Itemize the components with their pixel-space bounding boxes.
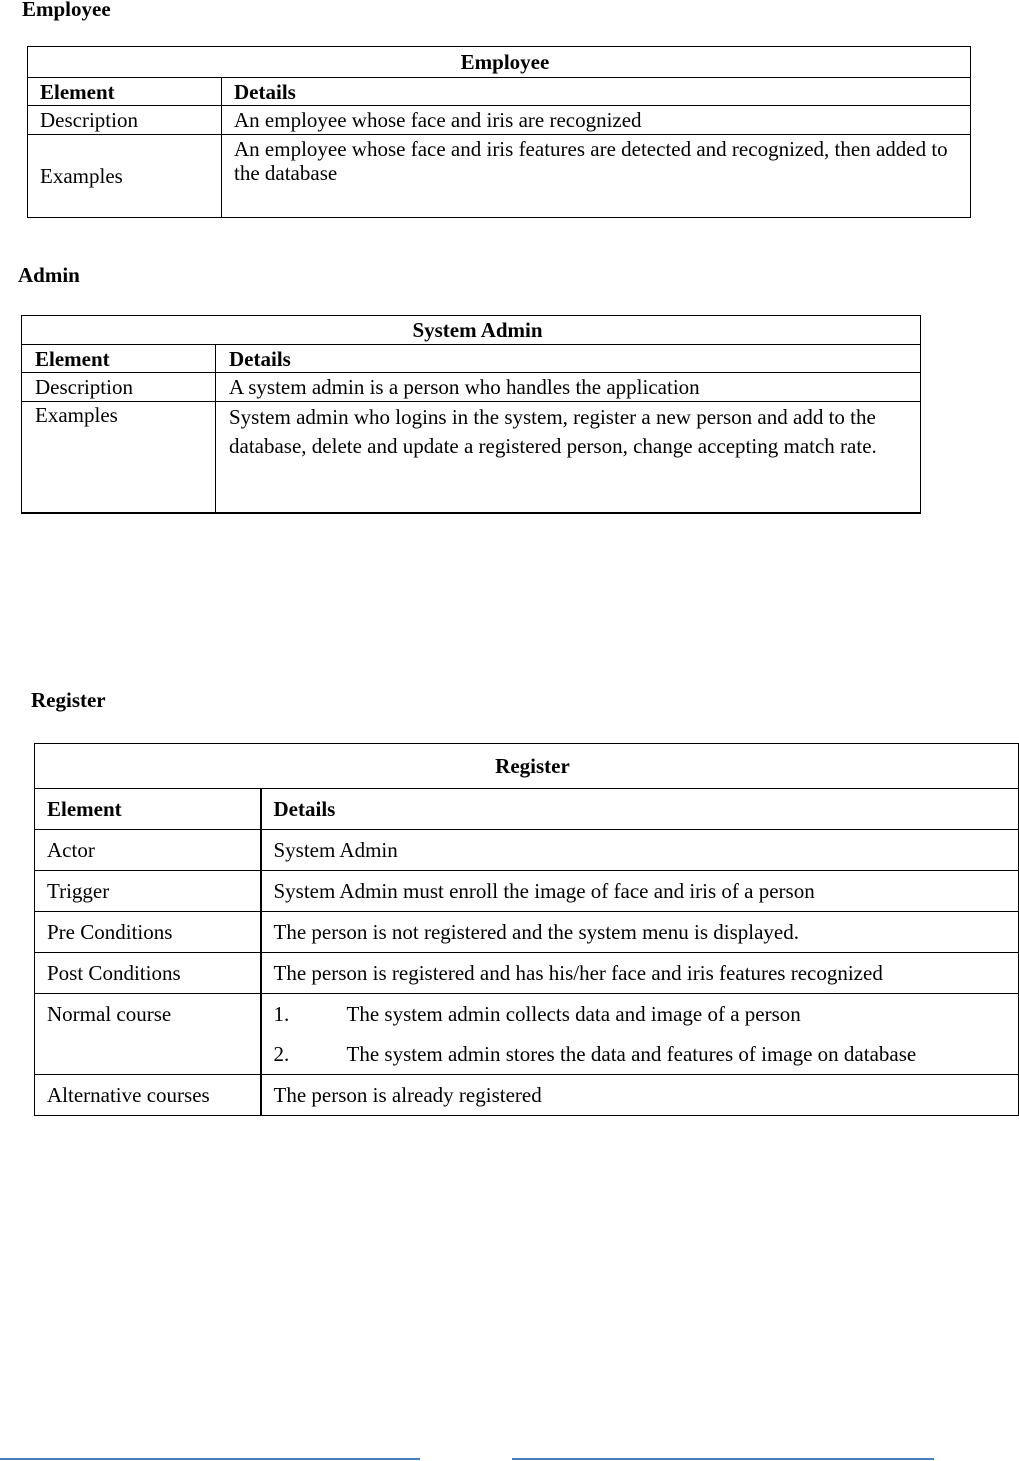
element-column-header: Element (28, 78, 222, 106)
admin-table-title: System Admin (22, 316, 921, 345)
table-row (35, 1075, 1019, 1116)
admin-table (21, 315, 921, 514)
row-element: Examples (28, 135, 222, 218)
row-details: System Admin must enroll the image of face and iris of a person (261, 871, 1019, 912)
row-element: Description (22, 373, 216, 402)
step-number: 1. (273, 1002, 290, 1026)
row-element: Examples (22, 402, 216, 514)
table-row (35, 830, 1019, 871)
row-details: The person is registered and has his/her face and iris features recognized (261, 953, 1019, 994)
footer-rule-left (0, 1458, 420, 1460)
table-row (22, 402, 921, 514)
list-item (274, 994, 1019, 1034)
step-text: The system admin collects data and image of a person (346, 1002, 801, 1026)
table-row (35, 994, 1019, 1075)
table-row (22, 373, 921, 402)
row-details: The person is not registered and the system menu is displayed. (261, 912, 1019, 953)
row-element: Actor (35, 830, 261, 871)
element-column-header: Element (35, 789, 261, 830)
row-details: The person is already registered (261, 1075, 1019, 1116)
details-column-header: Details (261, 789, 1019, 830)
list-item (274, 1034, 1019, 1074)
normal-course-steps (261, 994, 1019, 1075)
table-row (35, 871, 1019, 912)
table-row (28, 135, 971, 218)
table-row (35, 912, 1019, 953)
row-details: System admin who logins in the system, register a new person and add to the database, delete and update a registered person, change accepting match rate. (216, 402, 921, 514)
row-element: Alternative courses (35, 1075, 261, 1116)
employee-table (27, 46, 971, 218)
row-element: Normal course (35, 994, 261, 1075)
row-details: System Admin (261, 830, 1019, 871)
employee-table-title: Employee (28, 47, 971, 78)
table-row (35, 953, 1019, 994)
table-row (28, 106, 971, 135)
step-text: The system admin stores the data and features of image on database (346, 1042, 917, 1066)
row-element: Trigger (35, 871, 261, 912)
footer-rule-right (512, 1458, 934, 1460)
details-column-header: Details (216, 345, 921, 373)
element-column-header: Element (22, 345, 216, 373)
step-number: 2. (273, 1042, 290, 1066)
employee-heading: Employee (22, 0, 111, 21)
register-table-title: Register (35, 744, 1019, 789)
row-details: An employee whose face and iris are recognized (222, 106, 971, 135)
details-column-header: Details (222, 78, 971, 106)
row-element: Post Conditions (35, 953, 261, 994)
row-details: An employee whose face and iris features are detected and recognized, then added to the database (222, 135, 971, 218)
row-element: Pre Conditions (35, 912, 261, 953)
row-element: Description (28, 106, 222, 135)
register-table (34, 743, 1019, 1116)
register-heading: Register (31, 688, 106, 712)
row-details: A system admin is a person who handles the application (216, 373, 921, 402)
admin-heading: Admin (18, 263, 80, 287)
